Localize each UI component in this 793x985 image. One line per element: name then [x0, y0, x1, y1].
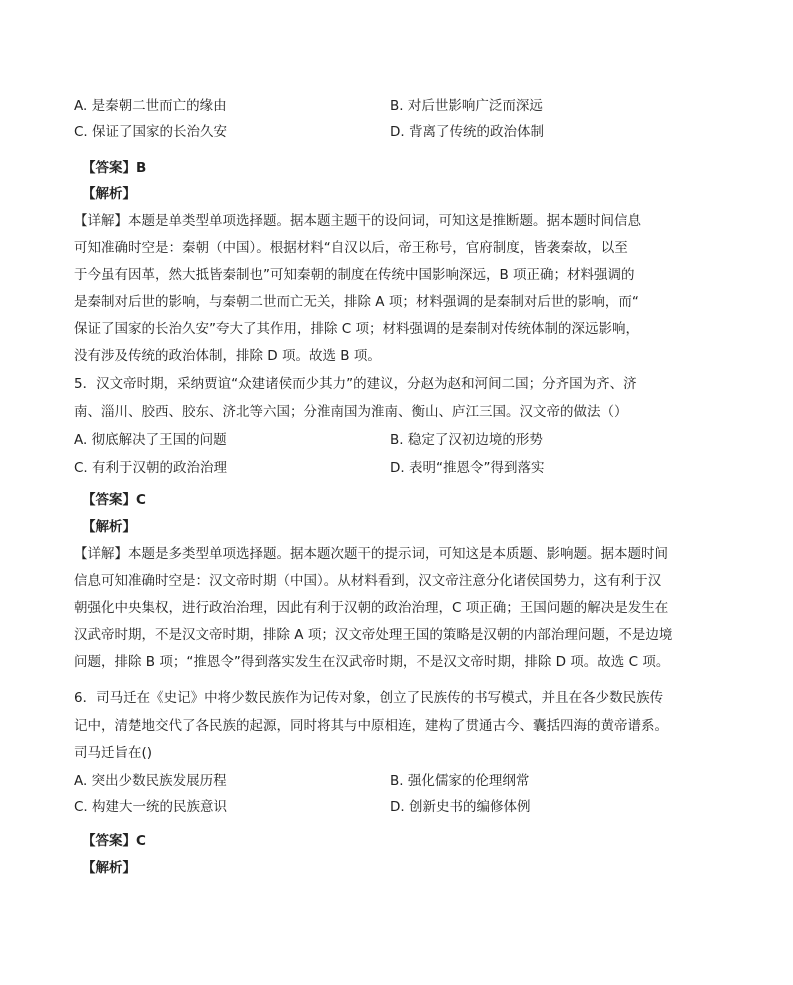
q6-option-a: A. 突出少数民族发展历程: [74, 773, 227, 789]
q5-stem-line: 5．汉文帝时期，采纳贾谊“众建诸侯而少其力”的建议，分赵为赵和河间二国；分齐国为齐、济: [74, 376, 637, 392]
q5-detail-line: 朝强化中央集权，进行政治治理，因此有利于汉朝的政治治理，C 项正确；王国问题的解决是发生在: [74, 600, 669, 616]
q5-option-c: C. 有利于汉朝的政治治理: [74, 460, 228, 476]
q4-detail-line: 可知准确时空是：秦朝（中国）。根据材料“自汉以后，帝王称号，官府制度，皆袭秦故，以至: [74, 240, 628, 256]
q6-option-c: C. 构建大一统的民族意识: [74, 799, 228, 815]
q5-analysis-label: 【解析】: [82, 519, 136, 535]
q5-detail-line: 问题，排除 B 项；“推恩令”得到落实发生在汉武帝时期，不是汉文帝时期，排除 D 项。故选 C 项。: [74, 654, 670, 670]
q5-stem-line: 南、淄川、胶西、胶东、济北等六国；分淮南国为淮南、衡山、庐江三国。汉文帝的做法（）: [74, 404, 628, 420]
q4-analysis-label: 【解析】: [82, 186, 136, 202]
q6-stem-line: 6．司马迁在《史记》中将少数民族作为记传对象，创立了民族传的书写模式，并且在各少数民族传: [74, 690, 664, 706]
q4-option-a: A. 是秦朝二世而亡的缘由: [74, 98, 227, 114]
q4-answer: 【答案】B: [82, 160, 147, 176]
q5-answer: 【答案】C: [82, 492, 146, 508]
q4-option-d: D. 背离了传统的政治体制: [390, 124, 544, 140]
q4-detail-line: 没有涉及传统的政治体制，排除 D 项。故选 B 项。: [74, 348, 381, 364]
q6-stem-line: 记中，清楚地交代了各民族的起源，同时将其与中原相连，建构了贯通古今、囊括四海的黄帝谱系。: [74, 718, 668, 734]
q4-detail-line: 是秦制对后世的影响，与秦朝二世而亡无关，排除 A 项；材料强调的是秦制对后世的影响，而“: [74, 294, 639, 310]
q5-detail-line: 汉武帝时期，不是汉文帝时期，排除 A 项；汉文帝处理王国的策略是汉朝的内部治理问题，不是边境: [74, 627, 673, 643]
q5-detail-line: 【详解】本题是多类型单项选择题。据本题次题干的提示词，可知这是本质题、影响题。据本题时间: [74, 546, 668, 562]
q5-detail-line: 信息可知准确时空是：汉文帝时期（中国）。从材料看到，汉文帝注意分化诸侯国势力，这有利于汉: [74, 573, 662, 589]
q5-option-a: A. 彻底解决了王国的问题: [74, 432, 227, 448]
q5-option-d: D. 表明“推恩令”得到落实: [390, 460, 545, 476]
q6-stem-line: 司马迁旨在(): [74, 745, 153, 761]
q4-option-b: B. 对后世影响广泛而深远: [390, 98, 543, 114]
q6-answer: 【答案】C: [82, 833, 146, 849]
q5-option-b: B. 稳定了汉初边境的形势: [390, 432, 543, 448]
q4-option-c: C. 保证了国家的长治久安: [74, 124, 228, 140]
q4-detail-line: 于今虽有因革，然大抵皆秦制也”可知秦朝的制度在传统中国影响深远，B 项正确；材料强调的: [74, 267, 635, 283]
q4-detail-line: 保证了国家的长治久安”夸大了其作用，排除 C 项；材料强调的是秦制对传统体制的深远影响，: [74, 321, 640, 337]
q4-detail-line: 【详解】本题是单类型单项选择题。据本题主题干的设问词，可知这是推断题。据本题时间信息: [74, 213, 641, 229]
q6-option-d: D. 创新史书的编修体例: [390, 799, 531, 815]
q6-option-b: B. 强化儒家的伦理纲常: [390, 773, 530, 789]
q6-analysis-label: 【解析】: [82, 860, 136, 876]
